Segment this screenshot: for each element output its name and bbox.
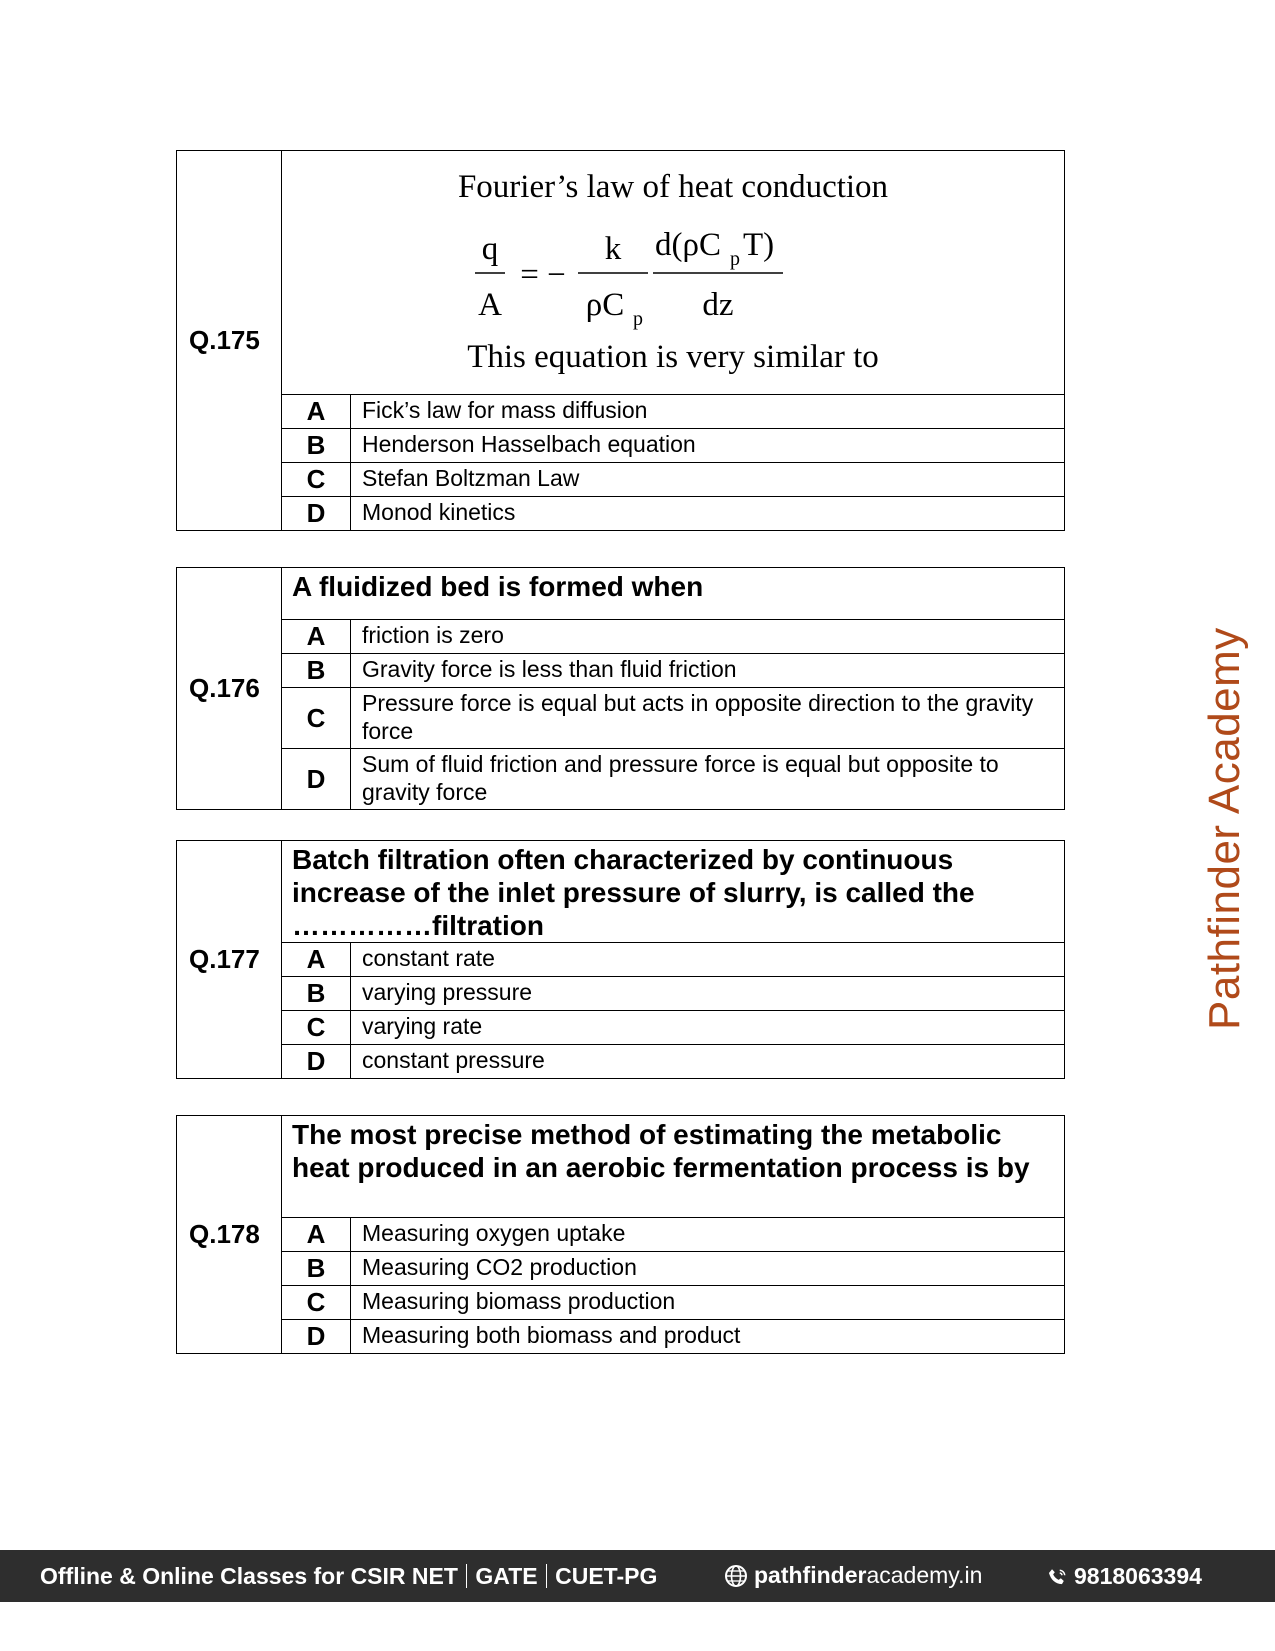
equation-k: k — [604, 230, 622, 267]
equation-equals: = − — [520, 256, 566, 293]
footer-text-gate: GATE — [475, 1563, 538, 1589]
option-text: Fick’s law for mass diffusion — [351, 395, 1065, 429]
equation-title: Fourier’s law of heat conduction — [457, 168, 889, 205]
question-177 — [176, 840, 1065, 1079]
option-text: Sum of fluid friction and pressure force is equal but opposite to gravity force — [351, 749, 1065, 810]
option-text: constant pressure — [351, 1045, 1065, 1079]
question-stem: Batch filtration often characterized by continuous increase of the inlet pressure of slurry, is called the ……………filtration — [282, 841, 1065, 943]
globe-icon — [724, 1564, 748, 1588]
option-letter: B — [282, 654, 351, 688]
option-text: Monod kinetics — [351, 497, 1065, 531]
option-letter: A — [282, 395, 351, 429]
equation-figure — [282, 151, 1065, 395]
watermark: Pathfinder Academy — [1200, 627, 1249, 1030]
equation-sub-p: p — [633, 307, 643, 330]
option-text: varying pressure — [351, 977, 1065, 1011]
question-number: Q.175 — [177, 151, 282, 531]
question-number: Q.177 — [177, 841, 282, 1079]
option-letter: D — [282, 749, 351, 810]
option-letter: B — [282, 977, 351, 1011]
option-text: Stefan Boltzman Law — [351, 463, 1065, 497]
footer-text-cuet: CUET-PG — [555, 1563, 658, 1589]
option-text: Measuring biomass production — [351, 1286, 1065, 1320]
equation-caption: This equation is very similar to — [467, 338, 879, 375]
website-rest: academy.in — [866, 1562, 983, 1588]
equation-d-num: d(ρC — [655, 226, 721, 263]
option-text: Pressure force is equal but acts in opposite direction to the gravity force — [351, 688, 1065, 749]
website-bold: pathfinder — [754, 1562, 867, 1588]
question-175 — [176, 150, 1065, 531]
option-letter: D — [282, 1045, 351, 1079]
phone-number: 9818063394 — [1074, 1563, 1202, 1589]
divider — [546, 1564, 548, 1588]
option-text: constant rate — [351, 943, 1065, 977]
question-stem: The most precise method of estimating the metabolic heat produced in an aerobic fermentation process is by — [282, 1116, 1065, 1218]
question-number: Q.178 — [177, 1116, 282, 1354]
option-text: Henderson Hasselbach equation — [351, 429, 1065, 463]
question-number: Q.176 — [177, 568, 282, 810]
question-178 — [176, 1115, 1065, 1354]
footer-website[interactable] — [724, 1562, 982, 1589]
equation-dz: dz — [702, 286, 734, 323]
fourier-equation — [393, 155, 953, 391]
footer-phone[interactable] — [1046, 1563, 1202, 1590]
option-text: Measuring CO2 production — [351, 1252, 1065, 1286]
footer-text-csir: Offline & Online Classes for CSIR NET — [40, 1563, 458, 1589]
option-text: friction is zero — [351, 620, 1065, 654]
option-letter: C — [282, 688, 351, 749]
option-text: Measuring oxygen uptake — [351, 1218, 1065, 1252]
question-stem: A fluidized bed is formed when — [282, 568, 1065, 620]
option-letter: A — [282, 1218, 351, 1252]
question-176 — [176, 567, 1065, 810]
equation-lhs-den: A — [478, 286, 502, 323]
option-letter: D — [282, 1320, 351, 1354]
option-letter: B — [282, 429, 351, 463]
option-letter: C — [282, 463, 351, 497]
equation-lhs-num: q — [481, 230, 499, 267]
footer-bar — [0, 1550, 1275, 1602]
option-text: Measuring both biomass and product — [351, 1320, 1065, 1354]
option-letter: A — [282, 943, 351, 977]
equation-sub-p-2: p — [730, 247, 740, 270]
option-letter: B — [282, 1252, 351, 1286]
equation-rhocp: ρC — [585, 286, 625, 323]
footer-classes — [40, 1563, 657, 1590]
phone-icon — [1046, 1567, 1068, 1589]
option-text: Gravity force is less than fluid friction — [351, 654, 1065, 688]
option-text: varying rate — [351, 1011, 1065, 1045]
option-letter: C — [282, 1011, 351, 1045]
option-letter: D — [282, 497, 351, 531]
option-letter: C — [282, 1286, 351, 1320]
equation-d-num-end: T) — [743, 226, 775, 263]
divider — [466, 1564, 468, 1588]
option-letter: A — [282, 620, 351, 654]
